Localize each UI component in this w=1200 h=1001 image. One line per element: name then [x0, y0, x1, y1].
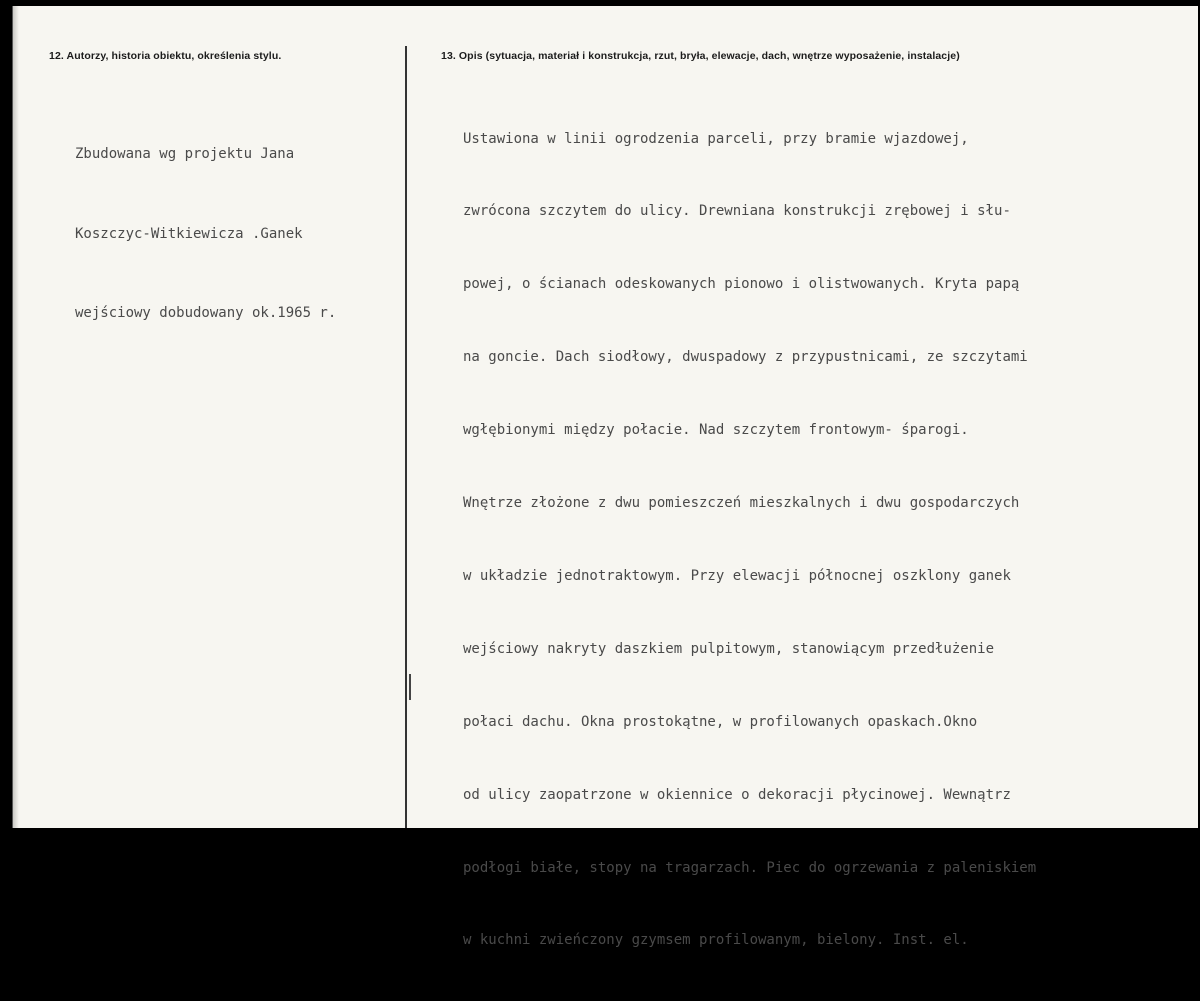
margin-pencil-mark — [409, 674, 411, 700]
section-12-heading: 12. Autorzy, historia obiektu, określenia stylu. — [49, 50, 282, 62]
section-13-line: Ustawiona w linii ogrodzenia parceli, przy bramie wjazdowej, — [463, 130, 969, 147]
section-13-line: połaci dachu. Okna prostokątne, w profilowanych opaskach.Okno — [463, 713, 978, 730]
section-13-line: od ulicy zaopatrzone w okiennice o dekoracji płycinowej. Wewnątrz — [463, 786, 1011, 803]
section-13-line: w układzie jednotraktowym. Przy elewacji północnej oszklony ganek — [463, 567, 1011, 584]
section-13-line: na goncie. Dach siodłowy, dwuspadowy z przypustnicami, ze szczytami — [463, 349, 1028, 366]
section-13-heading: 13. Opis (sytuacja, materiał i konstrukcja, rzut, bryła, elewacje, dach, wnętrze wyposażenie, instalacje) — [441, 50, 960, 62]
section-12-line: Zbudowana wg projektu Jana — [75, 146, 295, 162]
section-13-line: w kuchni zwieńczony gzymsem profilowanym, bielony. Inst. el. — [463, 932, 969, 949]
section-13-line: wgłębionymi między połacie. Nad szczytem frontowym- śparogi. — [463, 422, 969, 439]
section-12-text — [75, 88, 336, 380]
page-edge-shadow — [13, 6, 19, 828]
section-13-line: powej, o ścianach odeskowanych pionowo i olistwowanych. Kryta papą — [463, 276, 1020, 293]
section-12-line: Koszczyc-Witkiewicza .Ganek — [75, 225, 303, 242]
section-13-line: podłogi białe, stopy na tragarzach. Piec do ogrzewania z paleniskiem — [463, 859, 1037, 876]
column-divider — [405, 46, 407, 828]
section-13-line: wejściowy nakryty daszkiem pulpitowym, stanowiącym przedłużenie — [463, 640, 995, 657]
section-13-line: Wnętrze złożone z dwu pomieszczeń mieszkalnych i dwu gospodarczych — [463, 495, 1020, 512]
section-13-text — [463, 78, 1036, 1001]
section-13-line: zwrócona szczytem do ulicy. Drewniana konstrukcji zrębowej i słu- — [463, 203, 1011, 220]
section-12-line: wejściowy dobudowany ok.1965 r. — [75, 305, 337, 321]
form-sheet — [12, 6, 1198, 949]
